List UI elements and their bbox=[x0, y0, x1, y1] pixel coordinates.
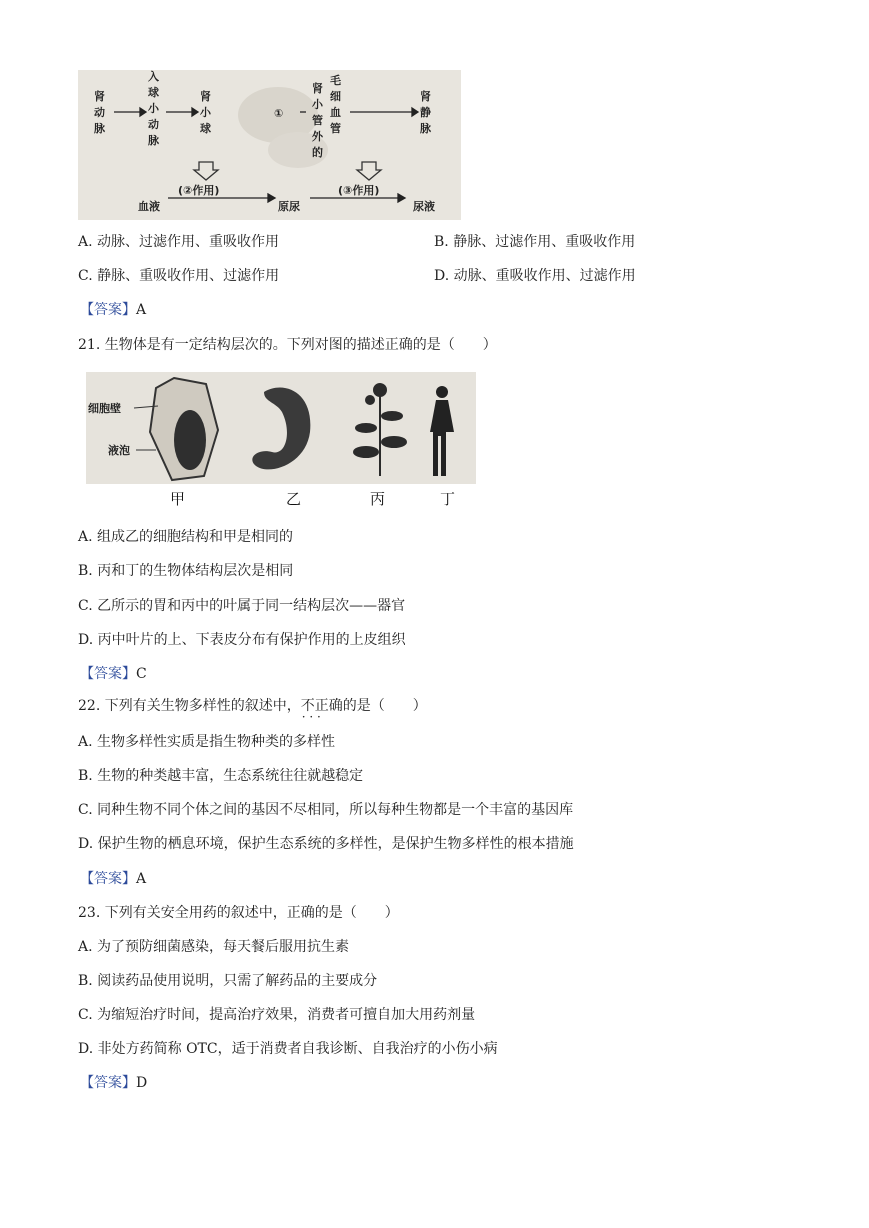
svg-text:肾: 肾 bbox=[200, 90, 211, 103]
caption-yi: 乙 bbox=[286, 490, 302, 508]
caption-jia: 甲 bbox=[170, 490, 186, 508]
svg-text:脉: 脉 bbox=[94, 122, 105, 135]
svg-text:球: 球 bbox=[148, 86, 159, 99]
svg-text:脉: 脉 bbox=[148, 134, 159, 147]
q21-option-c: C. 乙所示的胃和丙中的叶属于同一结构层次——器官 bbox=[78, 598, 406, 614]
q20-option-b: B. 静脉、过滤作用、重吸收作用 bbox=[434, 234, 636, 250]
structure-levels-figure bbox=[86, 372, 476, 484]
svg-text:静: 静 bbox=[420, 106, 431, 119]
svg-text:(②作用): (②作用) bbox=[178, 184, 220, 197]
svg-text:毛: 毛 bbox=[330, 74, 341, 87]
q21-option-a: A. 组成乙的细胞结构和甲是相同的 bbox=[78, 529, 294, 545]
svg-text:外: 外 bbox=[312, 130, 323, 143]
svg-text:尿液: 尿液 bbox=[413, 200, 435, 213]
q22-stem: 22. 下列有关生物多样性的叙述中，不正确 · · ·的是（ ） bbox=[78, 696, 427, 716]
svg-text:血: 血 bbox=[330, 106, 341, 119]
node-1: ① bbox=[274, 107, 284, 120]
svg-text:小: 小 bbox=[200, 106, 211, 119]
q23-stem: 23. 下列有关安全用药的叙述中，正确的是（ ） bbox=[78, 905, 399, 921]
q23-option-d: D. 非处方药简称 OTC，适于消费者自我诊断、自我治疗的小伤小病 bbox=[78, 1041, 498, 1057]
q21-option-d: D. 丙中叶片的上、下表皮分布有保护作用的上皮组织 bbox=[78, 632, 406, 648]
caption-bing: 丙 bbox=[370, 490, 386, 508]
svg-text:原尿: 原尿 bbox=[278, 200, 300, 213]
kidney-flow-diagram bbox=[78, 70, 461, 220]
svg-text:动: 动 bbox=[94, 106, 105, 119]
q23-option-a: A. 为了预防细菌感染，每天餐后服用抗生素 bbox=[78, 939, 350, 955]
svg-text:血液: 血液 bbox=[138, 200, 160, 213]
svg-text:(③作用): (③作用) bbox=[338, 184, 380, 197]
q21-answer: 【答案】C bbox=[80, 666, 147, 682]
q23-answer: 【答案】D bbox=[80, 1075, 148, 1091]
q20-option-a: A. 动脉、过滤作用、重吸收作用 bbox=[78, 234, 280, 250]
svg-text:肾: 肾 bbox=[94, 90, 105, 103]
q21-stem: 21. 生物体是有一定结构层次的。下列对图的描述正确的是（ ） bbox=[78, 337, 497, 353]
q21-option-b: B. 丙和丁的生物体结构层次是相同 bbox=[78, 563, 294, 579]
q22-option-a: A. 生物多样性实质是指生物种类的多样性 bbox=[78, 734, 336, 750]
q23-option-b: B. 阅读药品使用说明，只需了解药品的主要成分 bbox=[78, 973, 378, 989]
q20-option-c: C. 静脉、重吸收作用、过滤作用 bbox=[78, 268, 280, 284]
svg-text:入: 入 bbox=[148, 70, 159, 83]
emphasis-not-correct: 不正确 · · · bbox=[301, 696, 343, 716]
q20-answer: 【答案】A bbox=[80, 302, 147, 318]
q22-option-c: C. 同种生物不同个体之间的基因不尽相同，所以每种生物都是一个丰富的基因库 bbox=[78, 802, 574, 818]
svg-text:球: 球 bbox=[200, 122, 211, 135]
svg-text:小: 小 bbox=[148, 102, 159, 115]
caption-ding: 丁 bbox=[440, 490, 456, 508]
q22-option-b: B. 生物的种类越丰富，生态系统往往就越稳定 bbox=[78, 768, 364, 784]
svg-text:脉: 脉 bbox=[420, 122, 431, 135]
q22-option-d: D. 保护生物的栖息环境，保护生态系统的多样性，是保护生物多样性的根本措施 bbox=[78, 836, 574, 852]
svg-text:小: 小 bbox=[312, 98, 323, 111]
cell-wall-label: 细胞壁 bbox=[88, 402, 121, 415]
svg-text:肾: 肾 bbox=[312, 82, 323, 95]
svg-text:管: 管 bbox=[330, 122, 341, 135]
vacuole-label: 液泡 bbox=[108, 444, 130, 457]
svg-text:细: 细 bbox=[330, 90, 341, 103]
svg-text:的: 的 bbox=[312, 146, 323, 159]
svg-text:管: 管 bbox=[312, 114, 323, 127]
q20-option-d: D. 动脉、重吸收作用、过滤作用 bbox=[434, 268, 636, 284]
q22-answer: 【答案】A bbox=[80, 871, 147, 887]
svg-text:动: 动 bbox=[148, 118, 159, 131]
q23-option-c: C. 为缩短治疗时间，提高治疗效果，消费者可擅自加大用药剂量 bbox=[78, 1007, 476, 1023]
svg-text:肾: 肾 bbox=[420, 90, 431, 103]
